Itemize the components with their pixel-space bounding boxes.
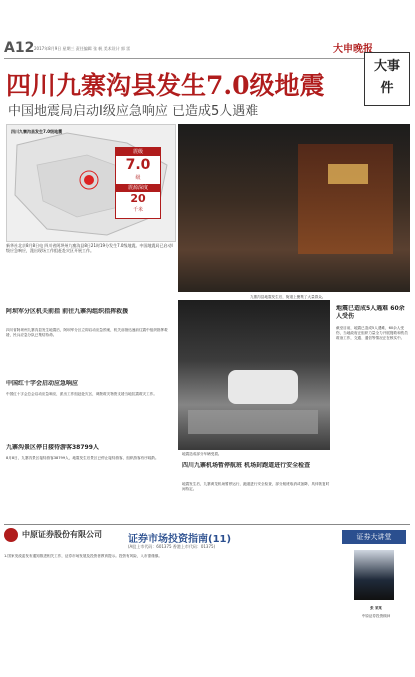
magnitude-unit: 级 xyxy=(135,175,141,181)
photo-top-building xyxy=(298,144,393,254)
article1-text: 四川省阿坝州九寨沟县发生地震后，阿坝军分区立即启动应急预案，机关前指迅速前往震中组织指挥救援，民兵应急分队已集结待命。 xyxy=(6,328,168,338)
paper-name: 大申晚报 xyxy=(333,44,373,55)
map-caption: 四川九寨沟县发生7.0级地震 xyxy=(11,129,63,134)
lead-text: 新华社北京8月8日电 四川省阿坝州九寨沟县8日21时19分发生7.0级地震。中国地震局已启动Ⅰ级应急响应，派出现场工作组赶赴灾区开展工作。 xyxy=(6,243,173,254)
article4-heading: 地震已造成5人遇难 60余人受伤 xyxy=(336,305,405,320)
ad-column-sub: (A股上市代码：601375 香港上市代码：01375) xyxy=(128,544,216,549)
subheadline: 中国地震局启动Ⅰ级应急响应 已造成5人遇难 xyxy=(8,104,259,119)
article5-heading: 四川九寨机场暂停航班 机场封跑道进行安全检查 xyxy=(182,462,311,469)
epicenter-marker xyxy=(84,175,94,185)
ad-person-photo xyxy=(354,550,394,600)
magnitude-value: 7.0 xyxy=(125,157,151,173)
ad-block xyxy=(4,526,410,674)
photo-bottom-car-body xyxy=(228,370,298,404)
dateline: 2017年8月9日 星期三 责任编辑 张 帆 美术设计 郭 雷 xyxy=(34,46,131,51)
ad-badge-label: 证券大讲堂 xyxy=(356,533,392,541)
article2-heading: 中国红十字会启动应急响应 xyxy=(6,380,79,387)
photo-bottom-caption: 地震造成部分车辆受损。 xyxy=(182,452,222,456)
article2-text: 中国红十字会总会启动应急响应，派出工作组赶赴灾区，调拨救灾物资支援当地抗震救灾工作。 xyxy=(6,392,157,396)
article5-text: 地震发生后，九寨黄龙机场暂停运行，跑道进行安全检查，部分航班取消或备降，具体恢复时间待定。 xyxy=(182,482,330,492)
photo-top-light xyxy=(328,164,368,184)
article4-text: 截至目前，地震已造成5人遇难，60余人受伤，当地政府正组织力量全力开展搜救和伤员救治工作，交通、通信等情况正在核实中。 xyxy=(336,326,408,341)
ad-company: 中原证券股份有限公司 xyxy=(22,529,102,539)
ad-badge xyxy=(342,530,406,544)
article1-heading: 阿坝军分区机关前指 前往九寨沟组织指挥救援 xyxy=(6,308,129,315)
photo-bottom-wide xyxy=(178,300,330,450)
map-graphic xyxy=(6,124,176,242)
photo-top xyxy=(178,124,410,292)
headline: 四川九寨沟县发生7.0级地震 xyxy=(6,71,325,100)
depth-value: 20 xyxy=(130,192,146,205)
article3-text: 8月8日，九寨沟景区接待游客38799人，地震发生后景区已停止接待游客，组织游客有序疏散。 xyxy=(6,456,159,460)
photo-bottom-rubble xyxy=(188,410,318,434)
photo-top-caption: 九寨沟县地震发生后，街道上聚集了大量群众。 xyxy=(250,295,326,299)
ad-person-name: 张 某某 xyxy=(369,606,383,610)
page-code: A12 xyxy=(4,40,35,56)
magnitude-label: 震级 xyxy=(116,148,160,156)
section-box xyxy=(364,52,410,106)
article3-heading: 九寨沟景区停日接待游客38799人 xyxy=(6,444,99,451)
section-label: 大事件 xyxy=(373,59,400,96)
ad-column-title: 证券市场投资指南(11) xyxy=(128,534,232,545)
ad-divider xyxy=(4,524,410,525)
depth-label: 震源深度 xyxy=(116,184,160,192)
magnitude-card xyxy=(115,147,161,219)
ad-body: 1.国家发改委发布通知推进相关工作，证券市场发展及投资者教育提示。投资有风险，入市需谨慎。 xyxy=(4,554,162,558)
ad-logo xyxy=(4,528,18,542)
header-rule xyxy=(4,58,364,59)
depth-unit: 千米 xyxy=(132,207,143,213)
ad-person-title: 中原证券投资顾问 xyxy=(361,614,391,618)
